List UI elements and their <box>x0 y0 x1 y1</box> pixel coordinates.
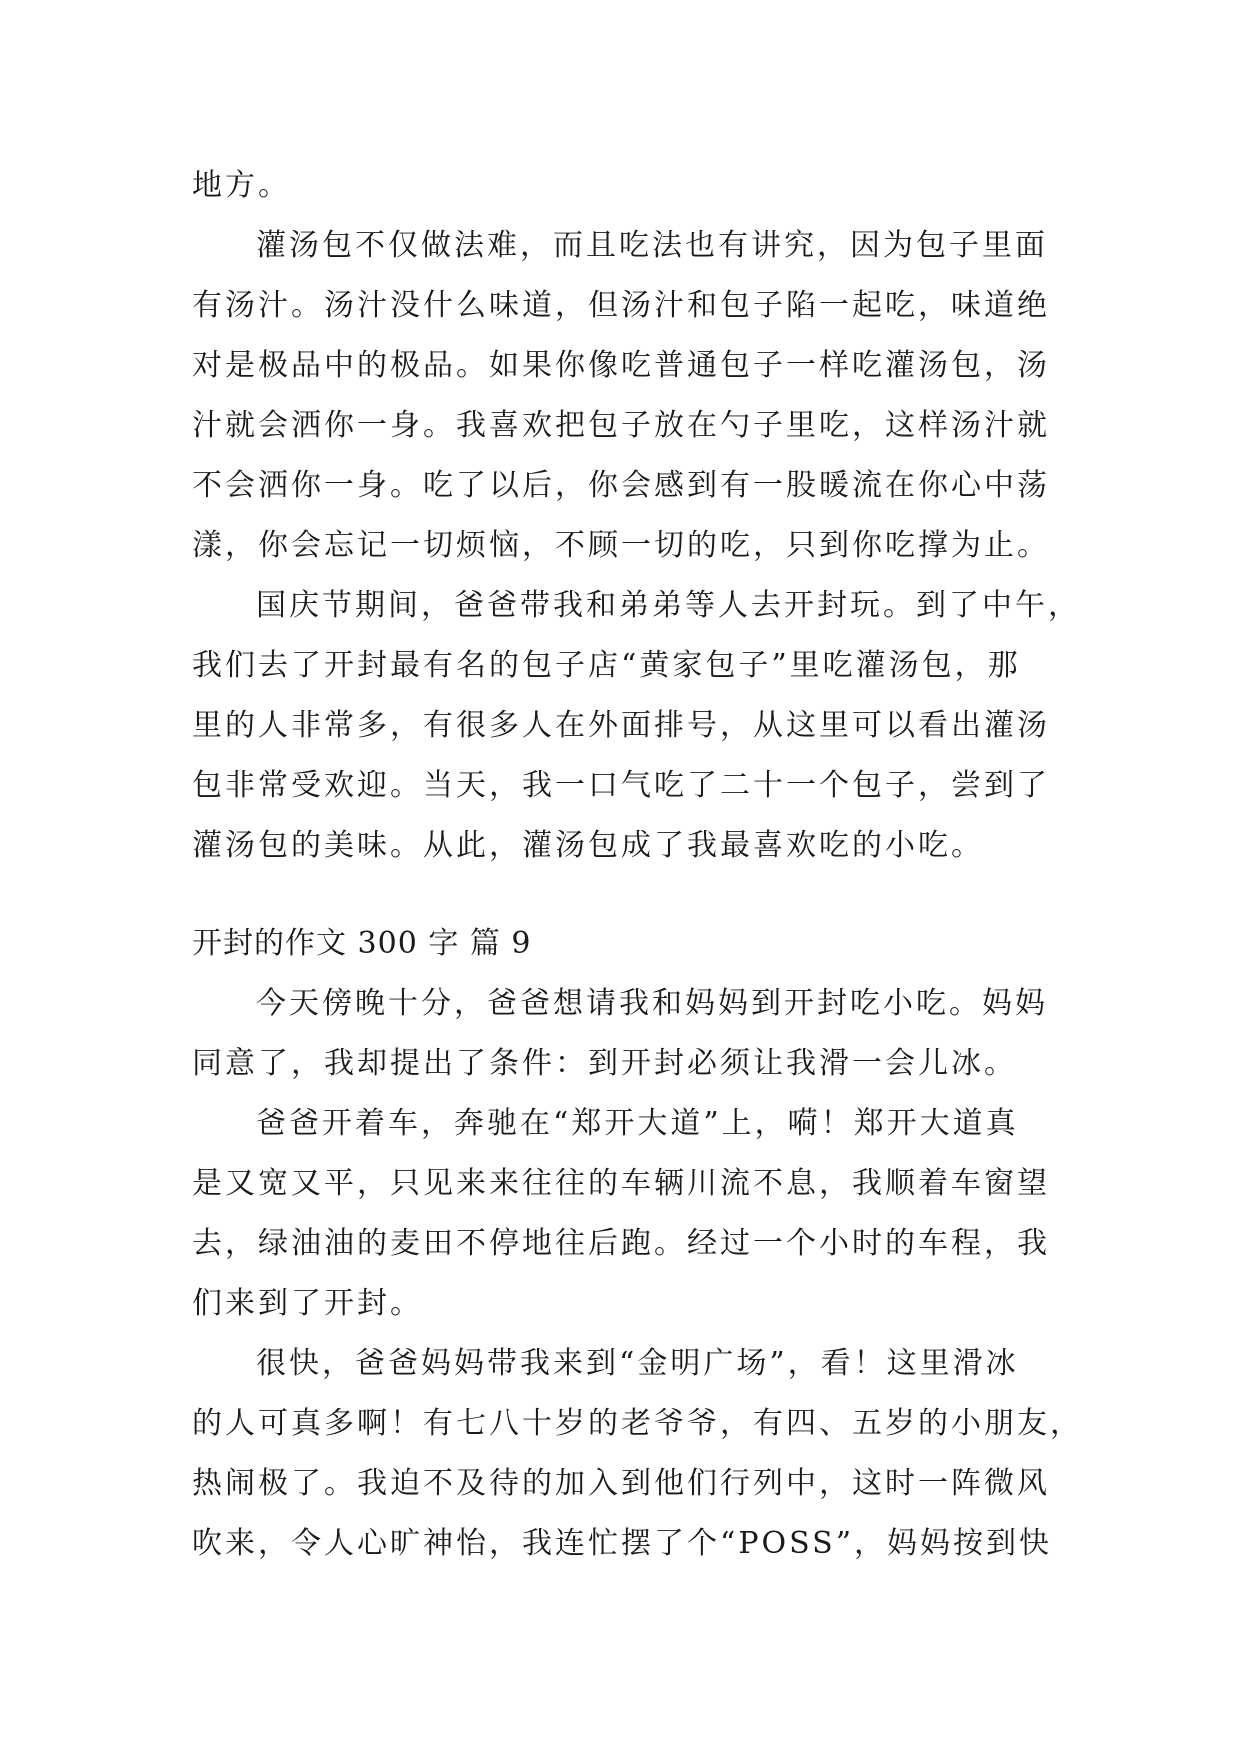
paragraph-line: 吹来，令人心旷神怡，我连忙摆了个“POSS”，妈妈按到快 <box>192 1526 1053 1561</box>
paragraph-line: 不会洒你一身。吃了以后，你会感到有一股暖流在你心中荡 <box>192 468 1050 503</box>
paragraph-line: 热闹极了。我迫不及待的加入到他们行列中，这时一阵微风 <box>192 1466 1050 1501</box>
section-heading: 开封的作文 300 字 篇 9 <box>192 926 532 961</box>
paragraph-line: 同意了，我却提出了条件：到开封必须让我滑一会儿冰。 <box>192 1046 1017 1081</box>
paragraph-line: 今天傍晚十分，爸爸想请我和妈妈到开封吃小吃。妈妈 <box>256 986 1048 1021</box>
paragraph-line: 汁就会洒你一身。我喜欢把包子放在勺子里吃，这样汤汁就 <box>192 408 1050 443</box>
paragraph-line: 去，绿油油的麦田不停地往后跑。经过一个小时的车程，我 <box>192 1226 1050 1261</box>
paragraph-line: 我们去了开封最有名的包子店“黄家包子”里吃灌汤包，那 <box>192 648 1021 683</box>
paragraph-line: 包非常受欢迎。当天，我一口气吃了二十一个包子，尝到了 <box>192 768 1050 803</box>
paragraph-line: 很快，爸爸妈妈带我来到“金明广场”，看！这里滑冰 <box>256 1346 1019 1381</box>
paragraph-line: 是又宽又平，只见来来往往的车辆川流不息，我顺着车窗望 <box>192 1166 1050 1201</box>
paragraph-line: 们来到了开封。 <box>192 1286 423 1321</box>
paragraph-line: 对是极品中的极品。如果你像吃普通包子一样吃灌汤包，汤 <box>192 348 1050 383</box>
paragraph-line: 有汤汁。汤汁没什么味道，但汤汁和包子陷一起吃，味道绝 <box>192 288 1050 323</box>
paragraph-line: 爸爸开着车，奔驰在“郑开大道”上，嗬！郑开大道真 <box>256 1106 1019 1141</box>
paragraph-line: 的人可真多啊！有七八十岁的老爷爷，有四、五岁的小朋友， <box>192 1406 1083 1441</box>
paragraph-line: 里的人非常多，有很多人在外面排号，从这里可以看出灌汤 <box>192 708 1050 743</box>
paragraph-line: 国庆节期间，爸爸带我和弟弟等人去开封玩。到了中午， <box>256 588 1081 623</box>
paragraph-line: 灌汤包不仅做法难，而且吃法也有讲究，因为包子里面 <box>256 228 1048 263</box>
paragraph-line: 地方。 <box>192 168 291 203</box>
paragraph-line: 灌汤包的美味。从此，灌汤包成了我最喜欢吃的小吃。 <box>192 828 984 863</box>
paragraph-line: 漾，你会忘记一切烦恼，不顾一切的吃，只到你吃撑为止。 <box>192 528 1050 563</box>
